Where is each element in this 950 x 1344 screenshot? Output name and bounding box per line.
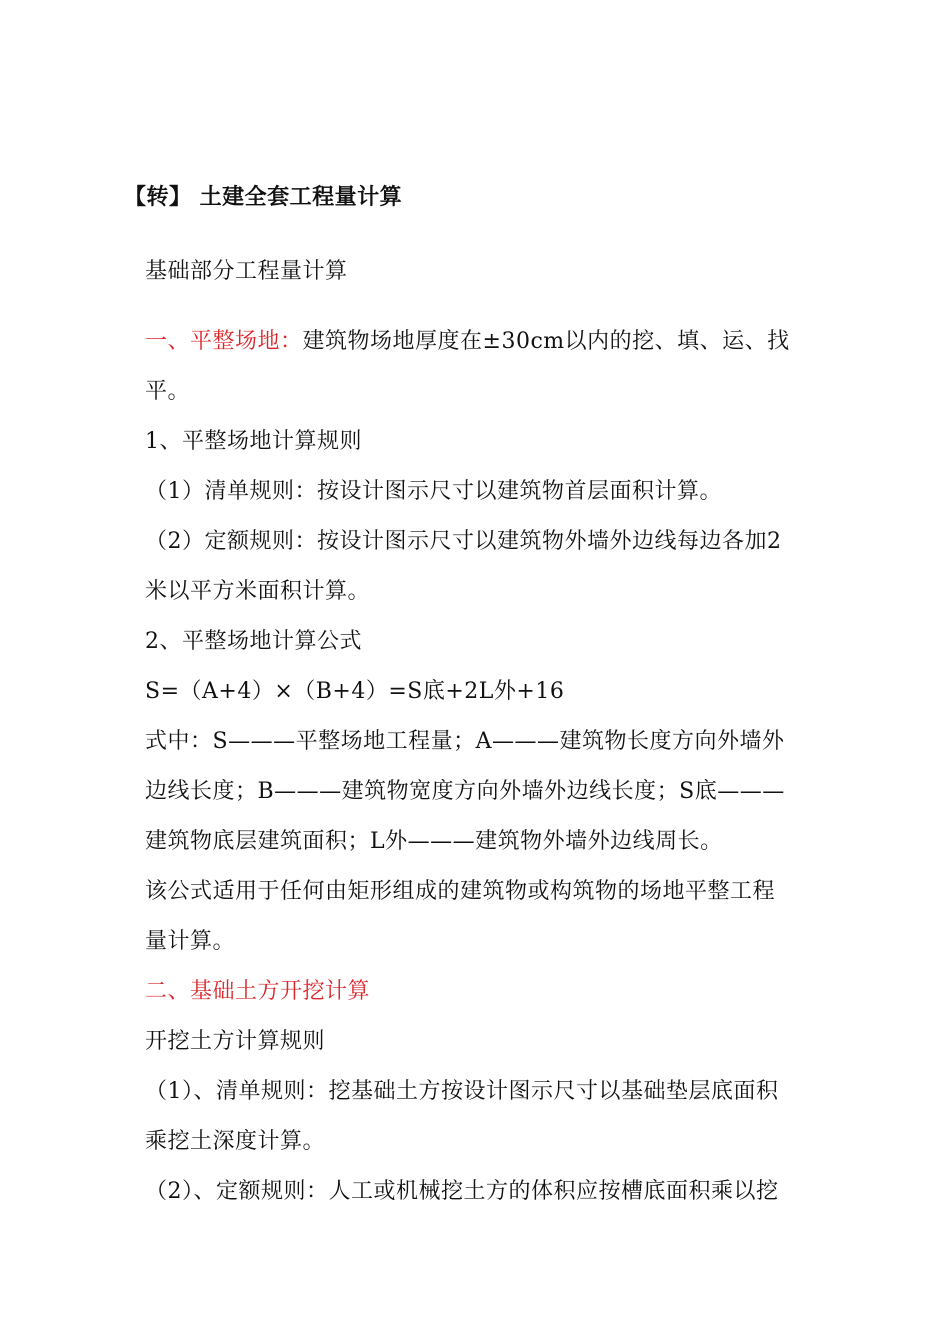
rules-heading: 1、平整场地计算规则 (145, 429, 362, 454)
rule-2-line-b: 米以平方米面积计算。 (145, 579, 371, 604)
formula-where-b: 边线长度；B———建筑物宽度方向外墙外边线长度；S底——— (145, 779, 785, 804)
document-title: 【转】 土建全套工程量计算 (124, 185, 403, 210)
section-1-line-a (145, 327, 790, 357)
section-1-heading: 一、平整场地： (145, 329, 303, 354)
note-line-b: 量计算。 (145, 929, 236, 954)
section-1-text-a: 建筑物场地厚度在±30cm以内的挖、填、运、找 (302, 329, 790, 354)
section-2-rule-2-line-a: （2）、定额规则：人工或机械挖土方的体积应按槽底面积乘以挖 (145, 1179, 779, 1204)
formula: S=（A+4）×（B+4）=S底+2L外+16 (145, 679, 565, 704)
formula-heading: 2、平整场地计算公式 (145, 629, 362, 654)
section-2-rules-heading: 开挖土方计算规则 (145, 1029, 326, 1054)
rule-2-line-a: （2）定额规则：按设计图示尺寸以建筑物外墙外边线每边各加2 (145, 529, 782, 554)
section-2-rule-1-line-b: 乘挖土深度计算。 (145, 1129, 326, 1154)
formula-where-a: 式中：S———平整场地工程量；A———建筑物长度方向外墙外 (145, 729, 785, 754)
formula-where-c: 建筑物底层建筑面积；L外———建筑物外墙外边线周长。 (145, 829, 723, 854)
note-line-a: 该公式适用于任何由矩形组成的建筑物或构筑物的场地平整工程 (145, 879, 776, 904)
document-subtitle: 基础部分工程量计算 (145, 259, 348, 284)
section-2-rule-1-line-a: （1）、清单规则：挖基础土方按设计图示尺寸以基础垫层底面积 (145, 1079, 779, 1104)
section-2-heading: 二、基础土方开挖计算 (145, 979, 371, 1004)
section-1-text-b: 平。 (145, 379, 191, 404)
rule-1: （1）清单规则：按设计图示尺寸以建筑物首层面积计算。 (145, 479, 722, 504)
